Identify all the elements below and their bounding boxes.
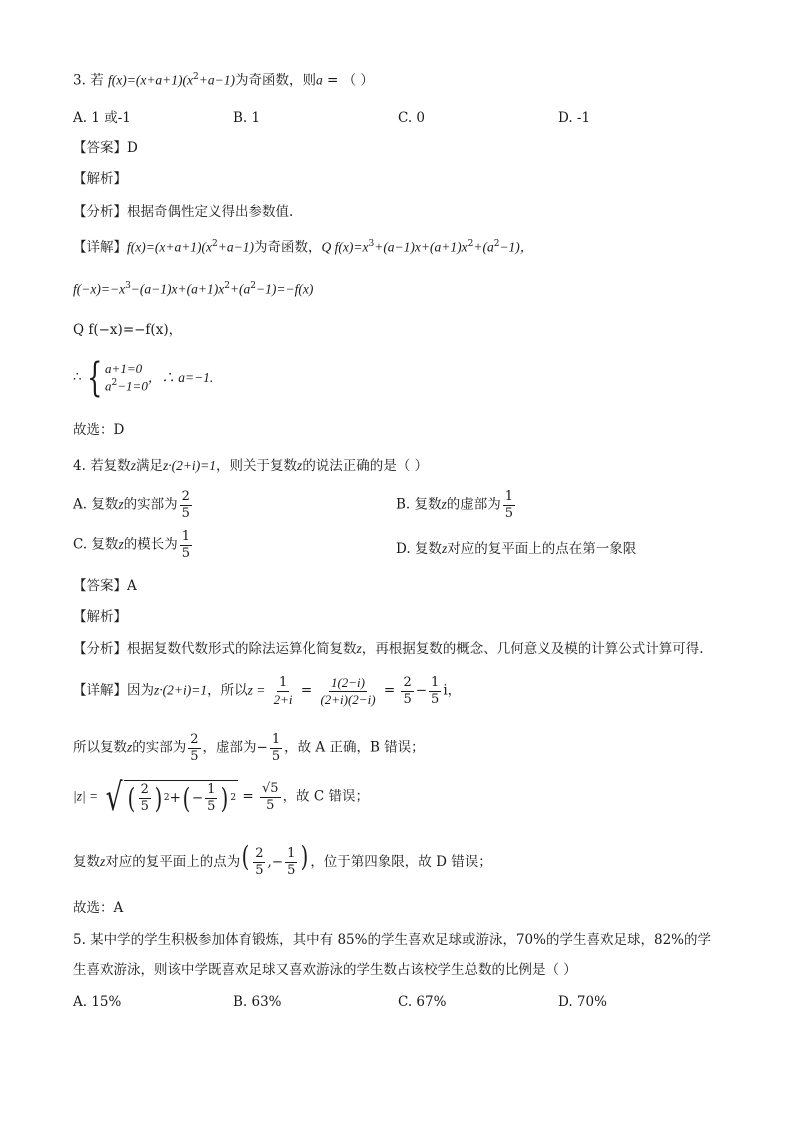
fraction-den: 2+i (273, 691, 293, 707)
system-result: ，∴ a=−1. (147, 370, 214, 386)
q3-option-a: A. 1 或-1 (73, 110, 131, 126)
plus-sign: + (169, 789, 181, 806)
q3-xiangjie-line3: Q f(−x)=−f(x)， (73, 322, 183, 338)
q3-option-d: D. -1 (558, 110, 591, 126)
fraction (188, 733, 200, 763)
paren-icon: ) (301, 840, 309, 873)
q5-stem-line2: 生喜欢游泳，则该中学既喜欢足球又喜欢游泳的学生数占该校学生总数的比例是（ ） (73, 962, 577, 978)
system-eq-2-a: a (105, 378, 112, 394)
opt-c-text: C. 复数 (73, 536, 119, 553)
answer-tag: 【答案】 (73, 140, 127, 156)
left-brace-icon: { (86, 355, 102, 401)
xj-c: ，所以 (207, 682, 248, 699)
fraction-num: 1 (207, 782, 216, 798)
fraction-num: 2 (190, 732, 199, 747)
fraction (253, 847, 265, 877)
var-z-p: z (100, 854, 106, 869)
fraction-den: 5 (140, 799, 149, 815)
system-eq-1: a+1=0 (105, 361, 143, 377)
equals-sign: = (242, 788, 254, 805)
q3-stem: 3. 若 $f(x)=(x+a+1)(x^2+a-1)$为奇函数，则a = （ ） (73, 72, 374, 89)
fraction (285, 847, 297, 877)
q3-stem-text-b: 为奇函数，则 (234, 72, 316, 89)
fenxi-text-a: 根据复数代数形式的除法运算化简复数 (127, 641, 357, 657)
fraction (272, 676, 295, 706)
answer-value: A (127, 578, 137, 594)
paren-icon: ( (127, 781, 135, 815)
fraction (180, 530, 192, 560)
q3-line1-e: +(a−1)x+(a+1)x (374, 239, 468, 255)
opt-d-text: D. 复数 (396, 541, 442, 557)
opt-a-text-b: 的实部为 (123, 496, 178, 513)
q4-real-imag (73, 733, 425, 763)
opt-b-text: B. 复数 (396, 496, 442, 513)
fraction-den: 5 (255, 863, 264, 878)
fraction-num: 2 (403, 675, 412, 690)
fraction-den: 5 (403, 691, 412, 707)
fraction-num: 1 (181, 529, 190, 544)
q3-option-b: B. 1 (233, 110, 261, 126)
fraction-num: √5 (262, 780, 279, 796)
system-eq-2-b: −1=0 (117, 378, 148, 394)
var-z-f: z (356, 641, 362, 656)
q3-function: f(x)=(x+a+1)(x (107, 72, 194, 88)
var-z-2: z (297, 458, 303, 473)
var-z-b: z (441, 496, 447, 512)
fraction-num: 1 (287, 846, 296, 862)
q3-var-a: a (315, 72, 323, 88)
q4-choose: 故选：A (73, 900, 124, 916)
q4-modulus (73, 775, 369, 819)
opt-b-text-b: 的虚部为 (446, 496, 501, 513)
answer-tag: 【答案】 (73, 578, 127, 594)
q3-stem-text: 若 (90, 72, 104, 89)
q3-fenxi (73, 206, 293, 220)
q4-jiexi: 【解析】 (73, 609, 127, 625)
minus-sign: − (271, 854, 284, 870)
comma: , (267, 854, 272, 870)
fraction-den: (2+i)(2−i) (320, 691, 376, 707)
fraction (318, 676, 377, 706)
var-z-r: z (127, 739, 133, 755)
q3-xiangjie-line1: 【详解】$f(x)=(x+a+1)(x^2+a-1)$为奇函数，Q $f(x)=x^3+(a-1)x+(a+1)x^2+(a^2-1)$， (73, 239, 534, 256)
fraction (270, 733, 282, 763)
fraction (503, 490, 515, 520)
var-z-c: z (118, 536, 124, 552)
q3-stem-paren: = （ ） (322, 72, 374, 89)
q3-option-c: C. 0 (398, 110, 426, 126)
fraction (139, 783, 151, 813)
fenxi-text: 根据奇偶性定义得出参数值. (127, 204, 294, 220)
q5-option-a: A. 15% (73, 994, 122, 1010)
q3-number: 3. (73, 72, 86, 89)
pt-a: 复数 (73, 854, 100, 870)
q4-option-d (396, 542, 636, 557)
xiangjie-tag: 【详解】 (73, 239, 127, 256)
fraction (180, 490, 192, 520)
q4-option-b (396, 490, 517, 520)
answer-value: D (127, 140, 138, 156)
q4-stem-c: ，则关于复数 (216, 458, 298, 474)
q3-function-tail: +a−1) (198, 72, 235, 88)
therefore-sign-1: ∴ (73, 369, 82, 386)
q4-stem-a: 若复数 (90, 458, 131, 474)
q4-option-a (73, 490, 194, 520)
modulus-end: ，故 C 错误； (282, 788, 369, 805)
q3-line2-c: +(a (229, 281, 251, 297)
fraction-den: 5 (266, 797, 275, 813)
fraction-num: 1 (504, 489, 514, 504)
q3-line1-f: +(a (473, 239, 494, 255)
modulus-lhs: |z| = (73, 788, 99, 804)
q4-point (73, 840, 492, 878)
var-z: z (130, 458, 136, 473)
q3-line2-b: −(a−1)x+(a+1)x (130, 281, 225, 297)
q5-option-d: D. 70% (558, 994, 607, 1010)
q4-xiangjie-line1 (73, 676, 461, 706)
real-d: ，故 A 正确，B 错误； (284, 739, 425, 756)
opt-a-text: A. 复数 (73, 496, 119, 513)
minus-sign: − (415, 682, 428, 699)
imag-unit: i (443, 682, 448, 699)
fraction-den: 5 (207, 799, 216, 815)
q4-stem (73, 459, 428, 474)
var-z-a: z (118, 496, 124, 512)
q3-line2-a: f(−x)=−x (73, 281, 126, 297)
fenxi-tag: 【分析】 (73, 204, 127, 220)
fraction-den: 5 (190, 748, 199, 764)
opt-c-text-b: 的模长为 (123, 536, 178, 553)
paren-icon: ( (182, 781, 191, 815)
fraction-den: 5 (287, 863, 296, 878)
q4-condition: z·(2+i)=1 (162, 458, 217, 473)
paren-icon: ( (241, 840, 250, 873)
q3-jiexi: 【解析】 (73, 171, 127, 187)
fraction (429, 676, 441, 706)
fraction (401, 676, 413, 706)
xiangjie-tag: 【详解】 (73, 682, 127, 699)
q5-option-c: C. 67% (398, 994, 447, 1010)
fraction (260, 782, 281, 812)
square-exp: 2 (230, 793, 237, 804)
var-z-d: z (441, 541, 448, 556)
q3-line1-g: −1)， (499, 239, 534, 255)
q3-line1-b: +a−1) (217, 239, 254, 255)
q4-stem-b: 满足 (135, 458, 163, 474)
q5-option-b: B. 63% (233, 994, 282, 1010)
fraction-den: 5 (504, 505, 514, 521)
real-c: ，虚部为 (202, 739, 257, 756)
q4-answer (73, 580, 137, 594)
pt-b: 对应的复平面上的点为 (105, 854, 241, 870)
q3-line1-d: Q f(x)=x (321, 239, 369, 255)
q3-choose: 故选：D (73, 422, 125, 438)
equals-sign: = (300, 682, 313, 699)
xj-a: 因为 (127, 682, 154, 699)
square-exp: 2 (163, 793, 170, 804)
fraction-num: 1 (278, 675, 288, 690)
q3-line2-d: −1)=−f(x) (256, 281, 314, 297)
real-b: 的实部为 (132, 739, 187, 756)
q3-system: ∴ { a+1=0 $a^2-1=0$ ，∴ a=−1. (73, 355, 214, 401)
q3-xiangjie-line2: $f(-x)=-x^3-(a-1)x+(a+1)x^2+(a^2-1)=-f(x)$ (73, 281, 314, 297)
paren-icon: ) (221, 781, 229, 815)
comma: ， (447, 682, 462, 699)
fraction-num: 2 (181, 489, 190, 504)
sqrt-icon: √ (106, 775, 124, 819)
fraction-num: 1 (271, 732, 281, 747)
equals-sign-2: = (383, 682, 396, 699)
fraction-num: 2 (140, 782, 149, 798)
fraction-num: 1 (431, 675, 440, 690)
minus-sign: − (191, 789, 204, 806)
q4-stem-d: 的说法正确的是（ ） (302, 458, 429, 474)
opt-d-text-b: 对应的复平面上的点在第一象限 (447, 541, 637, 557)
q4-fenxi (73, 642, 704, 657)
q4-option-c (73, 530, 194, 560)
fraction-num: 2 (255, 846, 264, 862)
xj-b: z·(2+i)=1 (154, 682, 208, 698)
xj-d: z = (247, 682, 266, 698)
paren-icon: ) (154, 781, 163, 815)
fraction (205, 783, 217, 813)
q3-answer (73, 142, 138, 156)
q3-line1-c: 为奇函数， (254, 239, 322, 256)
fraction-den: 5 (181, 545, 190, 561)
fraction-den: 5 (431, 691, 440, 707)
q4-number: 4. (73, 458, 86, 474)
sqrt (102, 775, 238, 819)
fraction-den: 5 (181, 505, 190, 521)
q3-line1-a: f(x)=(x+a+1)(x (127, 239, 213, 255)
pt-c: ，位于第四象限，故 D 错误； (310, 854, 492, 870)
q5-stem-line1: 5. 某中学的学生积极参加体育锻炼，其中有 85%的学生喜欢足球或游泳，70%的学生喜欢足球，82%的学 (73, 932, 711, 948)
fenxi-text-b: ，再根据复数的概念、几何意义及模的计算公式计算可得. (361, 641, 704, 657)
minus-sign: − (256, 739, 268, 756)
real-a: 所以复数 (73, 739, 127, 756)
fenxi-tag: 【分析】 (73, 641, 127, 657)
fraction-num: 1(2−i) (330, 675, 365, 690)
fraction-den: 5 (271, 748, 281, 764)
